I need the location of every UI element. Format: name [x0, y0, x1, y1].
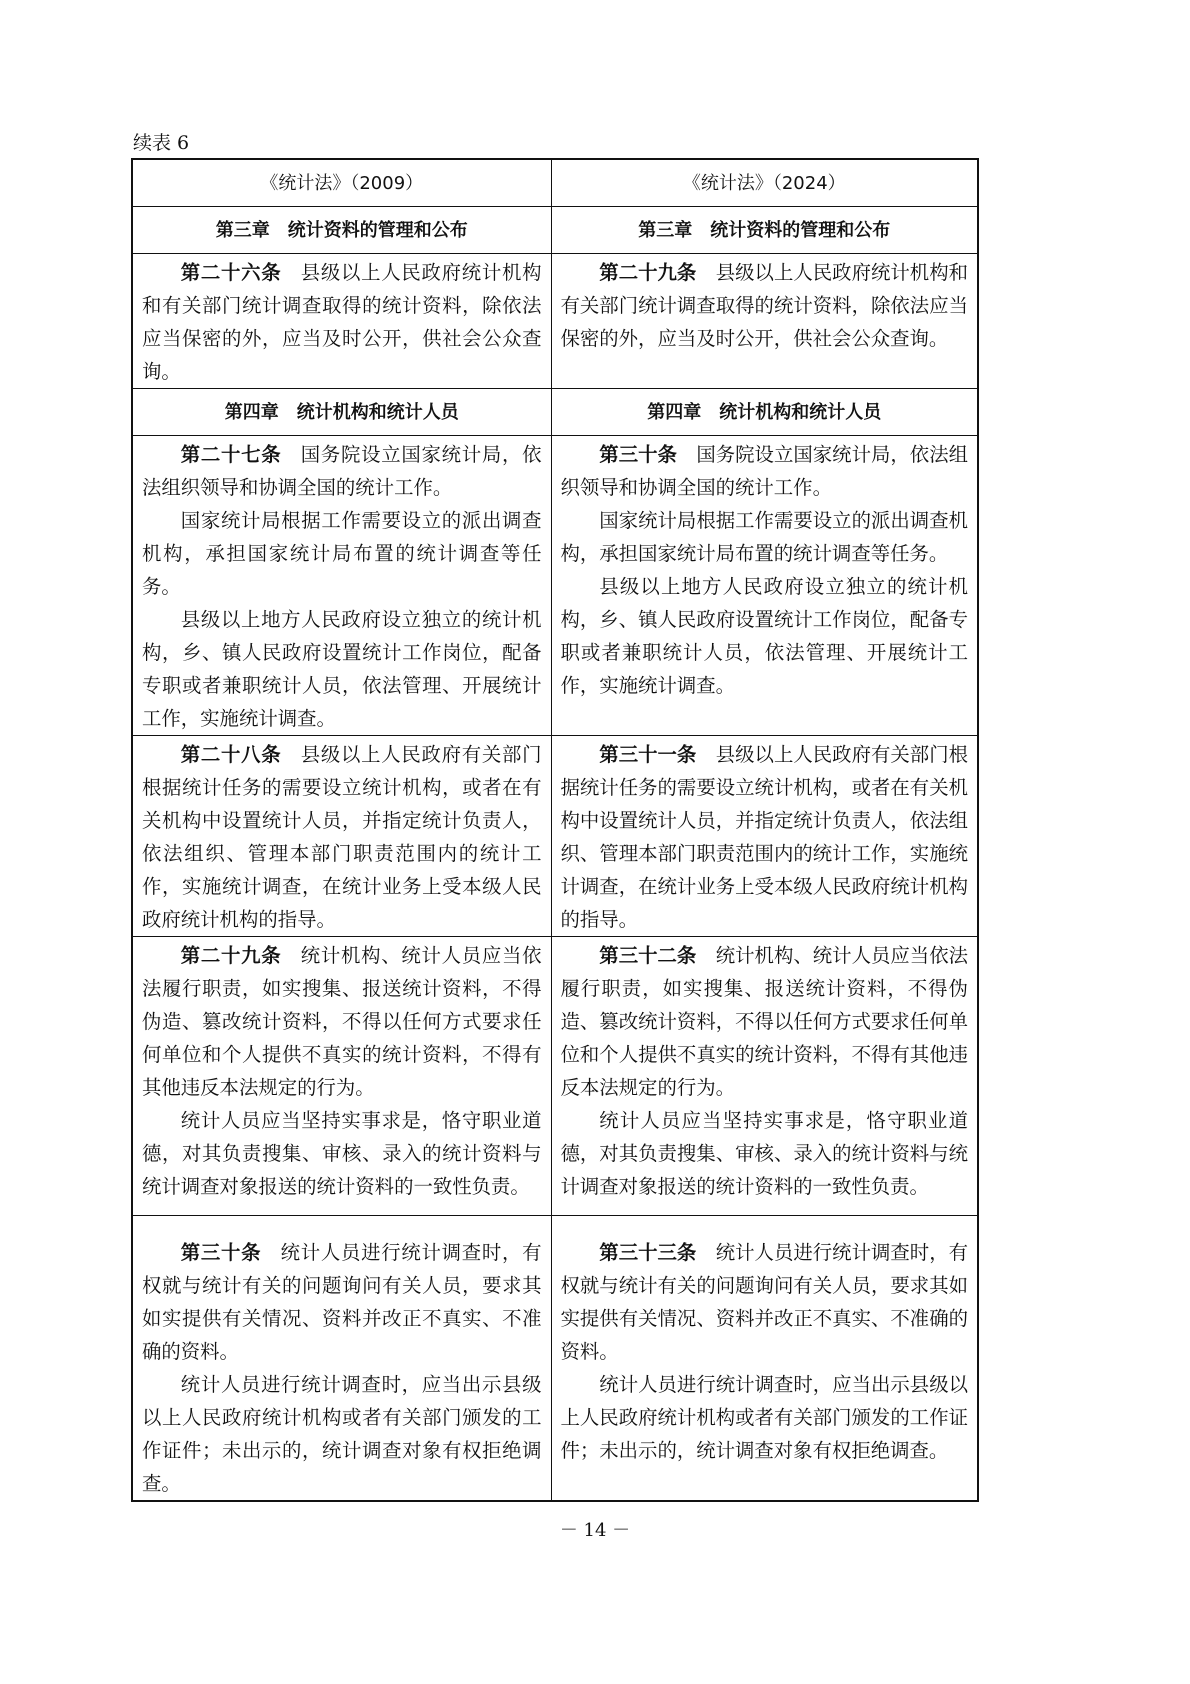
article-paragraph: [142, 504, 542, 603]
article-text: 统计人员进行统计调查时，有权就与统计有关的问题询问有关人员，要求其如实提供有关情况、资料并改正不真实、不准确的资料。: [142, 1241, 542, 1363]
article-text: 统计人员进行统计调查时，应当出示县级以上人民政府统计机构或者有关部门颁发的工作证件；未出示的，统计调查对象有权拒绝调查。: [560, 1373, 968, 1462]
article-paragraph: [561, 738, 969, 936]
chapter-title-right: 第四章 统计机构和统计人员: [551, 389, 978, 436]
article-text: 国家统计局根据工作需要设立的派出调查机构，承担国家统计局布置的统计调查等任务。: [142, 509, 542, 598]
article-text: 统计人员进行统计调查时，有权就与统计有关的问题询问有关人员，要求其如实提供有关情况、资料并改正不真实、不准确的资料。: [560, 1241, 969, 1363]
article-number: 第二十八条: [180, 743, 282, 766]
article-text: 县级以上人民政府有关部门根据统计任务的需要设立统计机构，或者在有关机构中设置统计人员，并指定统计负责人，依法组织、管理本部门职责范围内的统计工作，实施统计调查，在统计业务上受本级人民政府统计机构的指导。: [142, 743, 542, 931]
article-cell-right: [551, 736, 978, 937]
article-row: [132, 1216, 978, 1502]
article-paragraph: [142, 939, 542, 1104]
article-number: 第三十条: [599, 443, 677, 466]
chapter-row: [132, 389, 978, 436]
article-cell-right: [551, 1216, 978, 1502]
article-paragraph: [561, 570, 969, 702]
article-paragraph: [561, 1104, 969, 1203]
article-row: [132, 254, 978, 389]
article-text: 县级以上人民政府统计机构和有关部门统计调查取得的统计资料，除依法应当保密的外，应当及时公开，供社会公众查询。: [560, 261, 969, 350]
chapter-title-left: 第三章 统计资料的管理和公布: [132, 207, 551, 254]
comparison-table: [131, 158, 979, 1502]
article-cell-right: [551, 254, 978, 389]
article-paragraph: [561, 939, 969, 1104]
header-2009: 《统计法》（2009）: [132, 159, 551, 207]
article-paragraph: [561, 1236, 969, 1368]
article-number: 第三十一条: [599, 743, 697, 766]
article-text: 统计人员应当坚持实事求是，恪守职业道德，对其负责搜集、审核、录入的统计资料与统计调查对象报送的统计资料的一致性负责。: [560, 1109, 968, 1198]
article-paragraph: [142, 603, 542, 735]
article-paragraph: [142, 438, 542, 504]
article-text: 国务院设立国家统计局，依法组织领导和协调全国的统计工作。: [142, 443, 542, 499]
header-row: [132, 159, 978, 207]
article-number: 第二十九条: [180, 944, 282, 967]
article-paragraph: [561, 1368, 969, 1467]
article-text: 统计人员进行统计调查时，应当出示县级以上人民政府统计机构或者有关部门颁发的工作证件；未出示的，统计调查对象有权拒绝调查。: [142, 1373, 542, 1495]
article-number: 第三十二条: [599, 944, 697, 967]
article-paragraph: [142, 738, 542, 936]
article-paragraph: [142, 1104, 542, 1203]
chapter-title-right: 第三章 统计资料的管理和公布: [551, 207, 978, 254]
article-number: 第三十三条: [599, 1241, 697, 1264]
article-cell-right: [551, 937, 978, 1216]
article-number: 第二十七条: [180, 443, 282, 466]
article-number: 第三十条: [180, 1241, 262, 1264]
article-text: 县级以上地方人民政府设立独立的统计机构，乡、镇人民政府设置统计工作岗位，配备专职或者兼职统计人员，依法管理、开展统计工作，实施统计调查。: [142, 608, 542, 730]
chapter-row: [132, 207, 978, 254]
article-text: 县级以上人民政府统计机构和有关部门统计调查取得的统计资料，除依法应当保密的外，应当及时公开，供社会公众查询。: [142, 261, 542, 383]
chapter-title-left: 第四章 统计机构和统计人员: [132, 389, 551, 436]
article-text: 统计机构、统计人员应当依法履行职责，如实搜集、报送统计资料，不得伪造、篡改统计资料，不得以任何方式要求任何单位和个人提供不真实的统计资料，不得有其他违反本法规定的行为。: [142, 944, 542, 1099]
article-paragraph: [561, 438, 969, 504]
table-caption: 续表 6: [133, 132, 190, 154]
article-text: 国家统计局根据工作需要设立的派出调查机构，承担国家统计局布置的统计调查等任务。: [560, 509, 968, 565]
article-text: 县级以上人民政府有关部门根据统计任务的需要设立统计机构，或者在有关机构中设置统计人员，并指定统计负责人，依法组织、管理本部门职责范围内的统计工作，实施统计调查，在统计业务上受本级人民政府统计机构的指导。: [560, 743, 969, 931]
article-paragraph: [142, 1236, 542, 1368]
article-paragraph: [142, 256, 542, 388]
article-number: 第二十六条: [180, 261, 282, 284]
article-row: [132, 736, 978, 937]
article-cell-left: [132, 254, 551, 389]
article-paragraph: [142, 1368, 542, 1500]
article-cell-left: [132, 937, 551, 1216]
article-row: [132, 937, 978, 1216]
page-number: － 14 －: [559, 1520, 631, 1541]
article-paragraph: [561, 256, 969, 355]
article-cell-left: [132, 1216, 551, 1502]
article-row: [132, 436, 978, 736]
article-text: 县级以上地方人民政府设立独立的统计机构，乡、镇人民政府设置统计工作岗位，配备专职或者兼职统计人员，依法管理、开展统计工作，实施统计调查。: [560, 575, 968, 697]
article-text: 国务院设立国家统计局，依法组织领导和协调全国的统计工作。: [560, 443, 969, 499]
article-cell-left: [132, 436, 551, 736]
article-number: 第二十九条: [599, 261, 697, 284]
article-cell-left: [132, 736, 551, 937]
article-cell-right: [551, 436, 978, 736]
header-2024: 《统计法》（2024）: [551, 159, 978, 207]
article-text: 统计机构、统计人员应当依法履行职责，如实搜集、报送统计资料，不得伪造、篡改统计资料，不得以任何方式要求任何单位和个人提供不真实的统计资料，不得有其他违反本法规定的行为。: [560, 944, 969, 1099]
article-text: 统计人员应当坚持实事求是，恪守职业道德，对其负责搜集、审核、录入的统计资料与统计调查对象报送的统计资料的一致性负责。: [142, 1109, 542, 1198]
article-paragraph: [561, 504, 969, 570]
